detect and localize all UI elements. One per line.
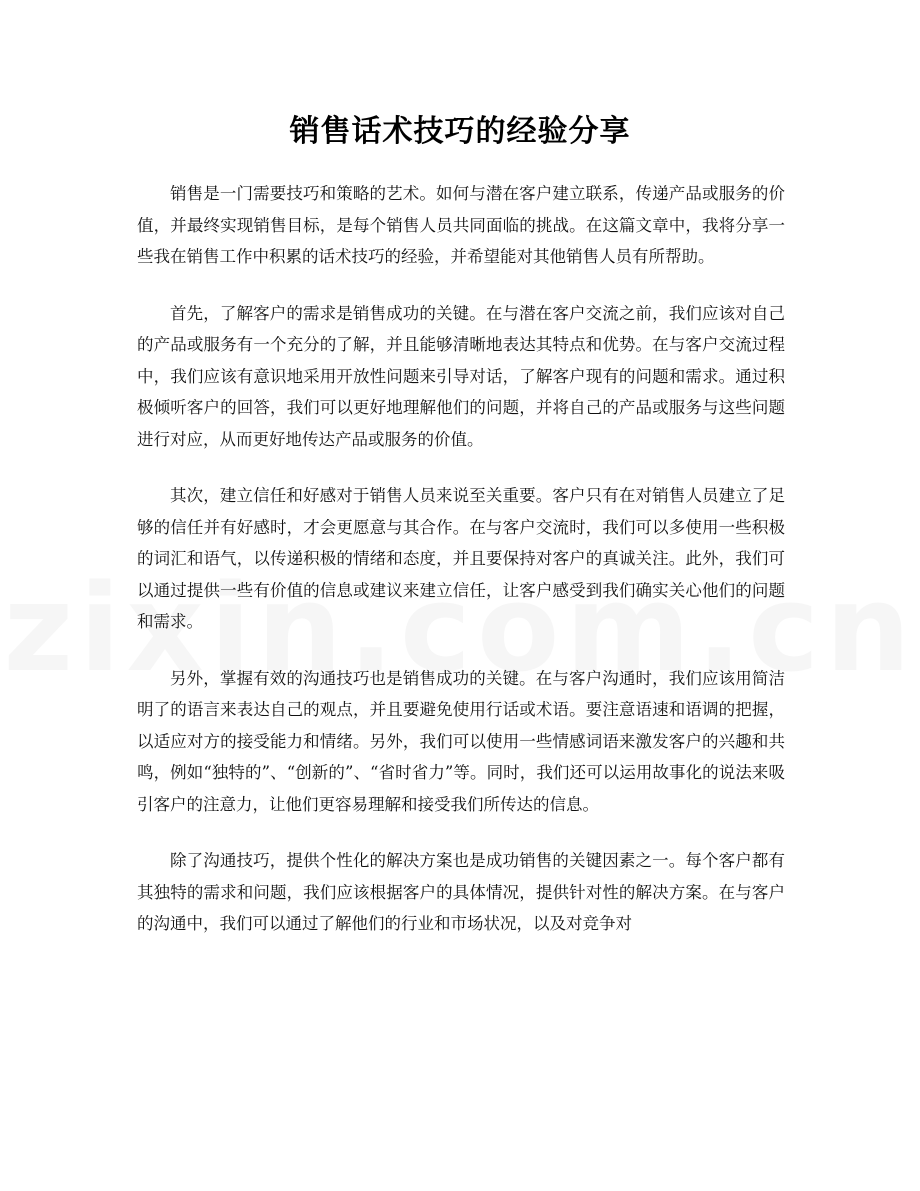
paragraph-3: 其次，建立信任和好感对于销售人员来说至关重要。客户只有在对销售人员建立了足够的信任并有好感时，才会更愿意与其合作。在与客户交流时，我们可以多使用一些积极的词汇和语气，以传递积极的情绪和态度，并且要保持对客户的真诚关注。此外，我们可以通过提供一些有价值的信息或建议来建立信任，让客户感受到我们确实关心他们的问题和需求。 bbox=[137, 486, 785, 631]
paragraph-4: 另外，掌握有效的沟通技巧也是销售成功的关键。在与客户沟通时，我们应该用简洁明了的语言来表达自己的观点，并且要避免使用行话或术语。要注意语速和语调的把握，以适应对方的接受能力和情绪。另外，我们可以使用一些情感词语来激发客户的兴趣和共鸣，例如“独特的”、“创新的”、“省时省力”等。同时，我们还可以运用故事化的说法来吸引客户的注意力，让他们更容易理解和接受我们所传达的信息。 bbox=[137, 668, 785, 814]
paragraph-1: 销售是一门需要技巧和策略的艺术。如何与潜在客户建立联系，传递产品或服务的价值，并最终实现销售目标，是每个销售人员共同面临的挑战。在这篇文章中，我将分享一些我在销售工作中积累的话术技巧的经验，并希望能对其他销售人员有所帮助。 bbox=[137, 184, 785, 266]
document-body bbox=[137, 178, 785, 965]
paragraph-5: 除了沟通技巧，提供个性化的解决方案也是成功销售的关键因素之一。每个客户都有其独特的需求和问题，我们应该根据客户的具体情况，提供针对性的解决方案。在与客户的沟通中，我们可以通过了解他们的行业和市场状况，以及对竞争对 bbox=[137, 851, 785, 933]
paragraph-2: 首先，了解客户的需求是销售成功的关键。在与潜在客户交流之前，我们应该对自己的产品或服务有一个充分的了解，并且能够清晰地表达其特点和优势。在与客户交流过程中，我们应该有意识地采用开放性问题来引导对话，了解客户现有的问题和需求。通过积极倾听客户的回答，我们可以更好地理解他们的问题，并将自己的产品或服务与这些问题进行对应，从而更好地传达产品或服务的价值。 bbox=[137, 303, 785, 449]
document-title: 销售话术技巧的经验分享 bbox=[289, 114, 631, 149]
